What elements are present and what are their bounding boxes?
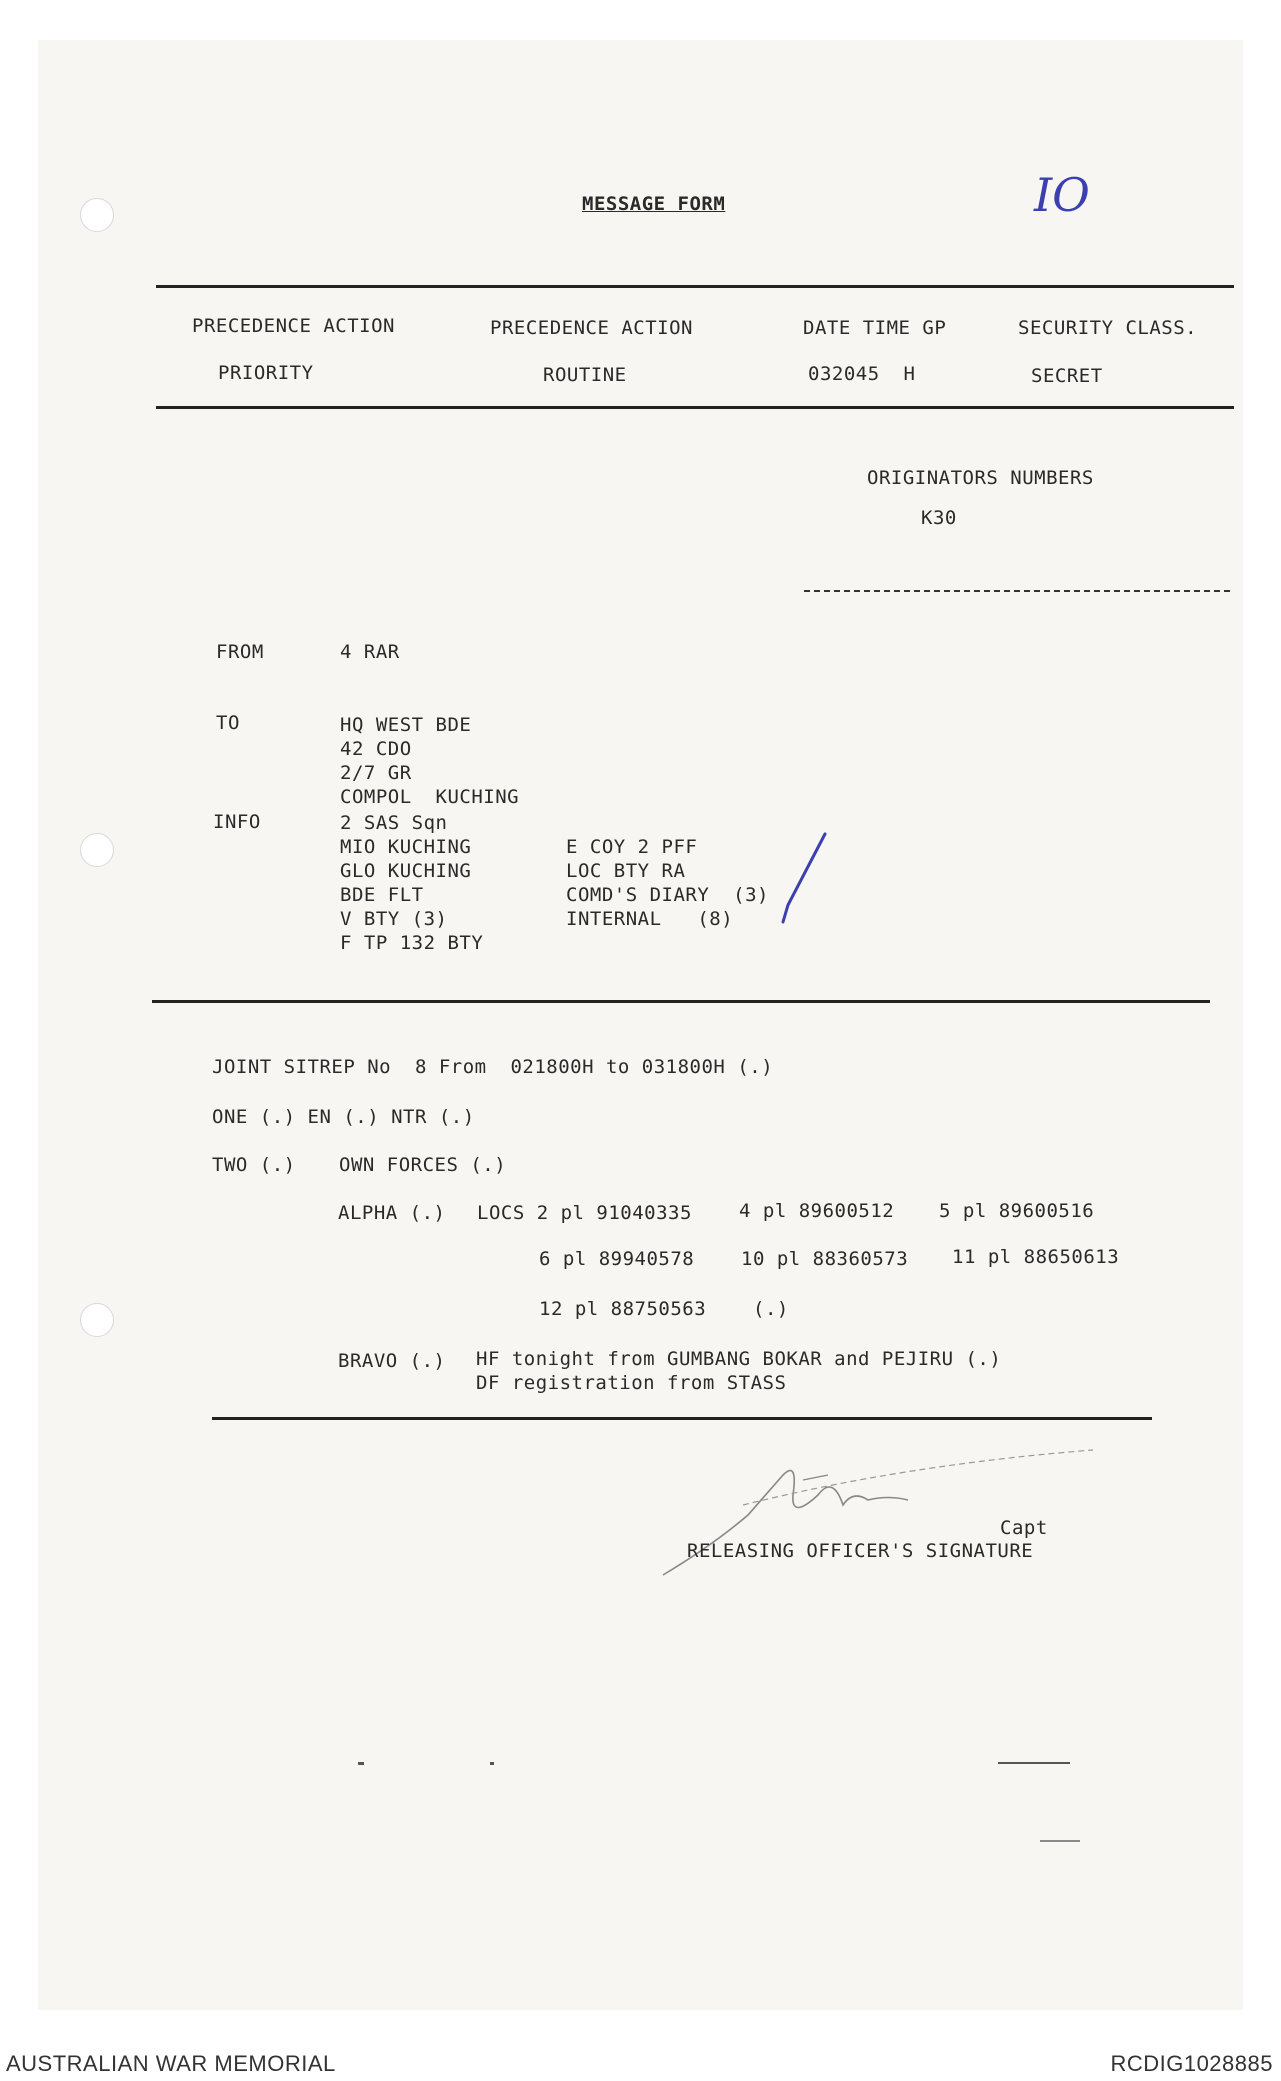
info-left-line: F TP 132 BTY — [340, 932, 484, 954]
originators-label: ORIGINATORS NUMBERS — [867, 467, 1094, 489]
info-label: INFO — [213, 811, 261, 833]
from-value: 4 RAR — [340, 641, 400, 663]
alpha-loc: 12 pl 88750563 — [539, 1298, 707, 1320]
alpha-loc: 4 pl 89600512 — [739, 1200, 895, 1222]
info-left-line: V BTY (3) — [340, 908, 448, 930]
info-right-line: LOC BTY RA — [566, 860, 686, 882]
to-line: HQ WEST BDE — [340, 714, 472, 736]
signature-rank: Capt — [1000, 1517, 1048, 1539]
info-right-line: E COY 2 PFF — [566, 836, 698, 858]
bravo-label: BRAVO (.) — [338, 1350, 446, 1372]
bravo-line: DF registration from STASS — [476, 1372, 787, 1394]
header-bottom-rule — [156, 406, 1234, 409]
header-col4-value: SECRET — [1031, 365, 1103, 387]
alpha-loc: LOCS 2 pl 91040335 — [477, 1202, 692, 1224]
header-col4-label: SECURITY CLASS. — [1018, 317, 1198, 339]
alpha-loc: 5 pl 89600516 — [939, 1200, 1095, 1222]
address-bottom-rule — [152, 1000, 1210, 1003]
form-title: MESSAGE FORM — [582, 193, 726, 215]
alpha-loc: 11 pl 88650613 — [952, 1246, 1120, 1268]
stray-mark — [998, 1762, 1070, 1764]
to-line: 2/7 GR — [340, 762, 412, 784]
info-left-line: GLO KUCHING — [340, 860, 472, 882]
info-left-line: MIO KUCHING — [340, 836, 472, 858]
footer-left: AUSTRALIAN WAR MEMORIAL — [6, 2051, 336, 2076]
header-col2-value: ROUTINE — [543, 364, 627, 386]
signature-scrawl — [653, 1435, 1093, 1585]
message-bottom-rule — [212, 1417, 1152, 1420]
signature-label: RELEASING OFFICER'S SIGNATURE — [687, 1540, 1034, 1562]
alpha-loc: 10 pl 88360573 — [741, 1248, 909, 1270]
info-right-line: COMD'S DIARY (3) — [566, 884, 769, 906]
bravo-line: HF tonight from GUMBANG BOKAR and PEJIRU (.) — [476, 1348, 1002, 1370]
alpha-loc: 6 pl 89940578 — [539, 1248, 695, 1270]
to-label: TO — [216, 712, 240, 734]
from-label: FROM — [216, 641, 264, 663]
header-col1-label: PRECEDENCE ACTION — [192, 315, 395, 337]
alpha-end: (.) — [753, 1298, 789, 1320]
handwritten-tag: IO — [1034, 168, 1090, 222]
sitrep-own-forces: OWN FORCES (.) — [339, 1154, 507, 1176]
originators-rule — [804, 590, 1230, 592]
originators-value: K30 — [921, 507, 957, 529]
alpha-label: ALPHA (.) — [338, 1202, 446, 1224]
to-line: 42 CDO — [340, 738, 412, 760]
header-col3-value: 032045 H — [808, 363, 916, 385]
document-page — [38, 40, 1243, 2010]
info-left-line: 2 SAS Sqn — [340, 812, 448, 834]
sitrep-line: JOINT SITREP No 8 From 021800H to 031800H (.) — [212, 1056, 774, 1078]
sitrep-line: ONE (.) EN (.) NTR (.) — [212, 1106, 475, 1128]
stray-mark — [490, 1762, 494, 1765]
info-left-line: BDE FLT — [340, 884, 424, 906]
punch-hole-middle — [80, 833, 114, 867]
info-right-line: INTERNAL (8) — [566, 908, 734, 930]
header-col1-value: PRIORITY — [218, 362, 314, 384]
sitrep-para-two: TWO (.) — [212, 1154, 296, 1176]
to-line: COMPOL KUCHING — [340, 786, 520, 808]
checkmark-icon — [780, 830, 830, 930]
stray-mark — [1040, 1840, 1080, 1842]
header-top-rule — [156, 285, 1234, 288]
footer-right: RCDIG1028885 — [1110, 2051, 1273, 2076]
header-col2-label: PRECEDENCE ACTION — [490, 317, 693, 339]
punch-hole-bottom — [80, 1303, 114, 1337]
header-col3-label: DATE TIME GP — [803, 317, 947, 339]
stray-mark — [358, 1762, 364, 1765]
punch-hole-top — [80, 198, 114, 232]
